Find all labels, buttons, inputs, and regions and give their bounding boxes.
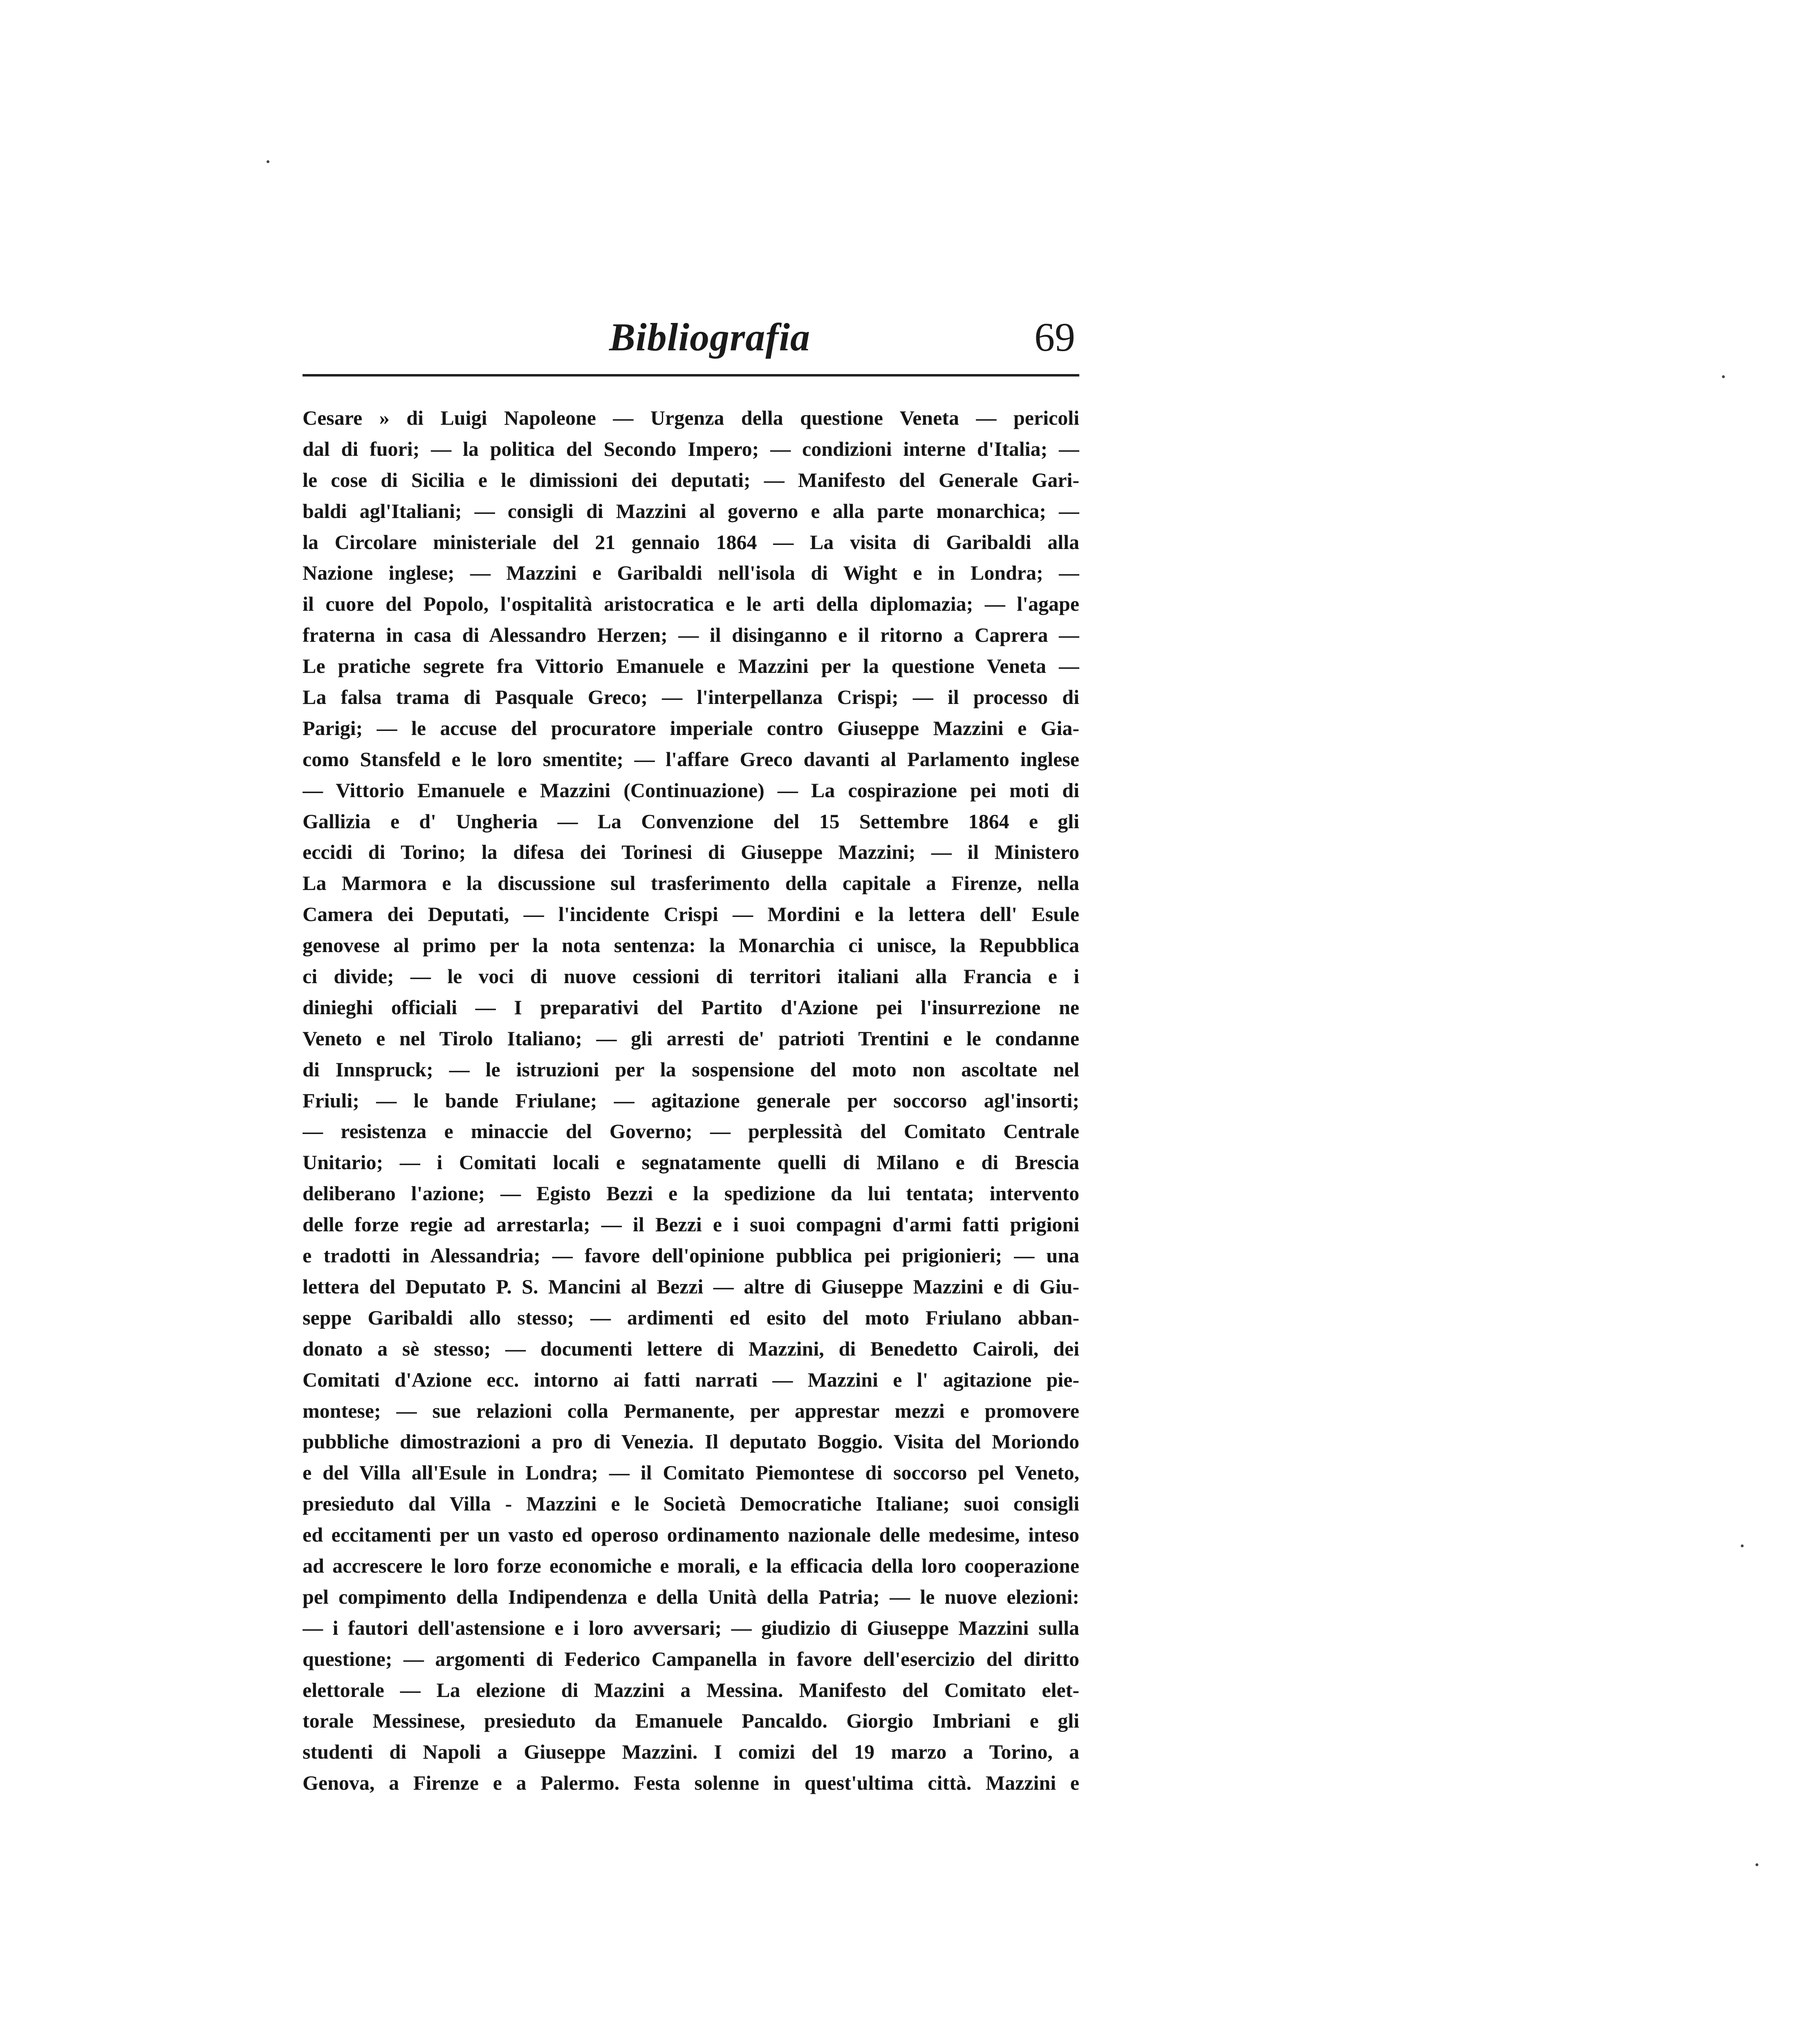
text-line: studenti di Napoli a Giuseppe Mazzini. I comizi del 19 marzo a Torino, a — [303, 1740, 1079, 1764]
text-line: Friuli; — le bande Friulane; — agitazione generale per soccorso agl'insorti; — [303, 1089, 1079, 1112]
text-line: deliberano l'azione; — Egisto Bezzi e la spedizione da lui tentata; intervento — [303, 1182, 1079, 1205]
text-line: torale Messinese, presieduto da Emanuele Pancaldo. Giorgio Imbriani e gli — [303, 1709, 1079, 1732]
text-line: Parigi; — le accuse del procuratore imperiale contro Giuseppe Mazzini e Gia- — [303, 716, 1079, 740]
text-line: la Circolare ministeriale del 21 gennaio 1864 — La visita di Garibaldi alla — [303, 530, 1079, 554]
text-line: pel compimento della Indipendenza e della Unità della Patria; — le nuove elezioni: — [303, 1585, 1079, 1608]
text-line: Veneto e nel Tirolo Italiano; — gli arresti de' patrioti Trentini e le condanne — [303, 1026, 1079, 1050]
speck-mark — [1741, 1544, 1744, 1547]
text-line: como Stansfeld e le loro smentite; — l'affare Greco davanti al Parlamento inglese — [303, 747, 1079, 771]
text-line: — Vittorio Emanuele e Mazzini (Continuazione) — La cospirazione pei moti di — [303, 778, 1079, 802]
page-number: 69 — [1034, 314, 1075, 360]
text-line: elettorale — La elezione di Mazzini a Messina. Manifesto del Comitato elet- — [303, 1678, 1079, 1701]
text-line: Unitario; — i Comitati locali e segnatamente quelli di Milano e di Brescia — [303, 1151, 1079, 1174]
text-line: lettera del Deputato P. S. Mancini al Bezzi — altre di Giuseppe Mazzini e di Giu- — [303, 1275, 1079, 1298]
text-line: le cose di Sicilia e le dimissioni dei deputati; — Manifesto del Generale Gari- — [303, 468, 1079, 491]
speck-mark — [1755, 1863, 1758, 1866]
text-line: seppe Garibaldi allo stesso; — ardimenti ed esito del moto Friulano abban- — [303, 1306, 1079, 1329]
text-line: Camera dei Deputati, — l'incidente Crispi — Mordini e la lettera dell' Esule — [303, 903, 1079, 926]
text-line: dinieghi officiali — I preparativi del Partito d'Azione pei l'insurrezione ne — [303, 995, 1079, 1019]
speck-mark — [267, 160, 269, 163]
text-line: ci divide; — le voci di nuove cessioni di territori italiani alla Francia e i — [303, 965, 1079, 988]
text-line: — i fautori dell'astensione e i loro avversari; — giudizio di Giuseppe Mazzini sulla — [303, 1616, 1079, 1639]
text-line: presieduto dal Villa - Mazzini e le Società Democratiche Italiane; suoi consigli — [303, 1492, 1079, 1515]
text-line: eccidi di Torino; la difesa dei Torinesi di Giuseppe Mazzini; — il Ministero — [303, 840, 1079, 864]
text-line: questione; — argomenti di Federico Campanella in favore dell'esercizio del diritto — [303, 1647, 1079, 1670]
text-line: La Marmora e la discussione sul trasferimento della capitale a Firenze, nella — [303, 872, 1079, 895]
text-line: dal di fuori; — la politica del Secondo Impero; — condizioni interne d'Italia; — — [303, 437, 1079, 460]
text-line: fraterna in casa di Alessandro Herzen; — il disinganno e il ritorno a Caprera — — [303, 623, 1079, 647]
text-line: e del Villa all'Esule in Londra; — il Comitato Piemontese di soccorso pel Veneto, — [303, 1461, 1079, 1484]
body-text — [303, 403, 1079, 1799]
text-line: — resistenza e minaccie del Governo; — perplessità del Comitato Centrale — [303, 1120, 1079, 1143]
text-line: donato a sè stesso; — documenti lettere di Mazzini, di Benedetto Cairoli, dei — [303, 1337, 1079, 1360]
text-line: Genova, a Firenze e a Palermo. Festa solenne in quest'ultima città. Mazzini e — [303, 1771, 1079, 1795]
text-line: ed eccitamenti per un vasto ed operoso ordinamento nazionale delle medesime, inteso — [303, 1523, 1079, 1546]
text-line: di Innspruck; — le istruzioni per la sospensione del moto non ascoltate nel — [303, 1058, 1079, 1081]
header-rule — [303, 374, 1079, 377]
text-line: Gallizia e d' Ungheria — La Convenzione del 15 Settembre 1864 e gli — [303, 809, 1079, 833]
text-line: genovese al primo per la nota sentenza: la Monarchia ci unisce, la Repubblica — [303, 934, 1079, 957]
text-line: Cesare » di Luigi Napoleone — Urgenza della questione Veneta — pericoli — [303, 406, 1079, 429]
text-line: e tradotti in Alessandria; — favore dell'opinione pubblica pei prigionieri; — una — [303, 1244, 1079, 1267]
text-line: il cuore del Popolo, l'ospitalità aristocratica e le arti della diplomazia; — l'agape — [303, 592, 1079, 616]
text-line: ad accrescere le loro forze economiche e morali, e la efficacia della loro cooperazione — [303, 1554, 1079, 1577]
text-line: Comitati d'Azione ecc. intorno ai fatti narrati — Mazzini e l' agitazione pie- — [303, 1368, 1079, 1391]
text-line: Le pratiche segrete fra Vittorio Emanuele e Mazzini per la questione Veneta — — [303, 654, 1079, 678]
text-line: Nazione inglese; — Mazzini e Garibaldi nell'isola di Wight e in Londra; — — [303, 561, 1079, 585]
page-header — [303, 311, 1079, 368]
text-line: La falsa trama di Pasquale Greco; — l'interpellanza Crispi; — il processo di — [303, 686, 1079, 709]
text-line: delle forze regie ad arrestarla; — il Bezzi e i suoi compagni d'armi fatti prigioni — [303, 1213, 1079, 1236]
text-line: pubbliche dimostrazioni a pro di Venezia. Il deputato Boggio. Visita del Moriondo — [303, 1430, 1079, 1453]
running-title: Bibliografia — [609, 315, 811, 359]
text-line: montese; — sue relazioni colla Permanente, per apprestar mezzi e promovere — [303, 1399, 1079, 1422]
speck-mark — [1722, 375, 1725, 378]
text-line: baldi agl'Italiani; — consigli di Mazzini al governo e alla parte monarchica; — — [303, 499, 1079, 522]
